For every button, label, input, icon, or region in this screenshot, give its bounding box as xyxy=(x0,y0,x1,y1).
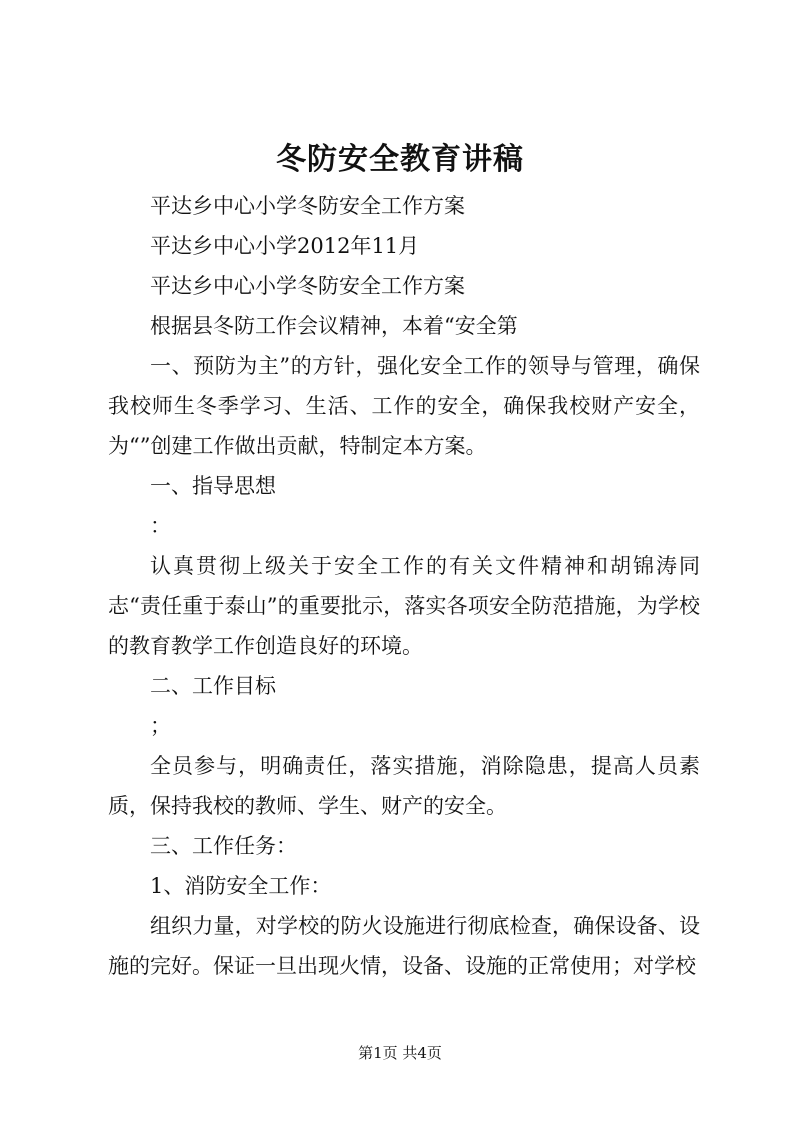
subsection-heading: 1、消防安全工作： xyxy=(150,874,332,898)
section-heading: 二、工作目标 xyxy=(150,674,276,698)
paragraph: 认真贯彻上级关于安全工作的有关文件精神和胡锦涛同志“责任重于泰山”的重要批示，落实各项安全防范措施，为学校的教育教学工作创造良好的环境。 xyxy=(108,554,700,658)
paragraph: ： xyxy=(150,514,171,538)
page-footer: 第1页 共4页 xyxy=(358,1044,442,1062)
paragraph: 根据县冬防工作会议精神，本着“安全第 xyxy=(150,314,518,338)
document-title: 冬防安全教育讲稿 xyxy=(276,142,524,177)
section-heading: 一、指导思想 xyxy=(150,474,276,498)
paragraph: 平达乡中心小学冬防安全工作方案 xyxy=(150,194,465,218)
paragraph: 一、预防为主”的方针，强化安全工作的领导与管理，确保我校师生冬季学习、生活、工作的安全，确保我校财产安全，为“”创建工作做出贡献，特制定本方案。 xyxy=(108,354,700,458)
document-body xyxy=(108,186,700,986)
paragraph: 平达乡中心小学冬防安全工作方案 xyxy=(150,274,465,298)
paragraph: 全员参与，明确责任，落实措施，消除隐患，提高人员素质，保持我校的教师、学生、财产的安全。 xyxy=(108,754,700,818)
paragraph: ； xyxy=(150,714,171,738)
section-heading: 三、工作任务： xyxy=(150,834,297,858)
paragraph: 平达乡中心小学2012年11月 xyxy=(150,234,420,258)
paragraph: 组织力量，对学校的防火设施进行彻底检查，确保设备、设施的完好。保证一旦出现火情，设备、设施的正常使用；对学校 xyxy=(108,914,700,978)
